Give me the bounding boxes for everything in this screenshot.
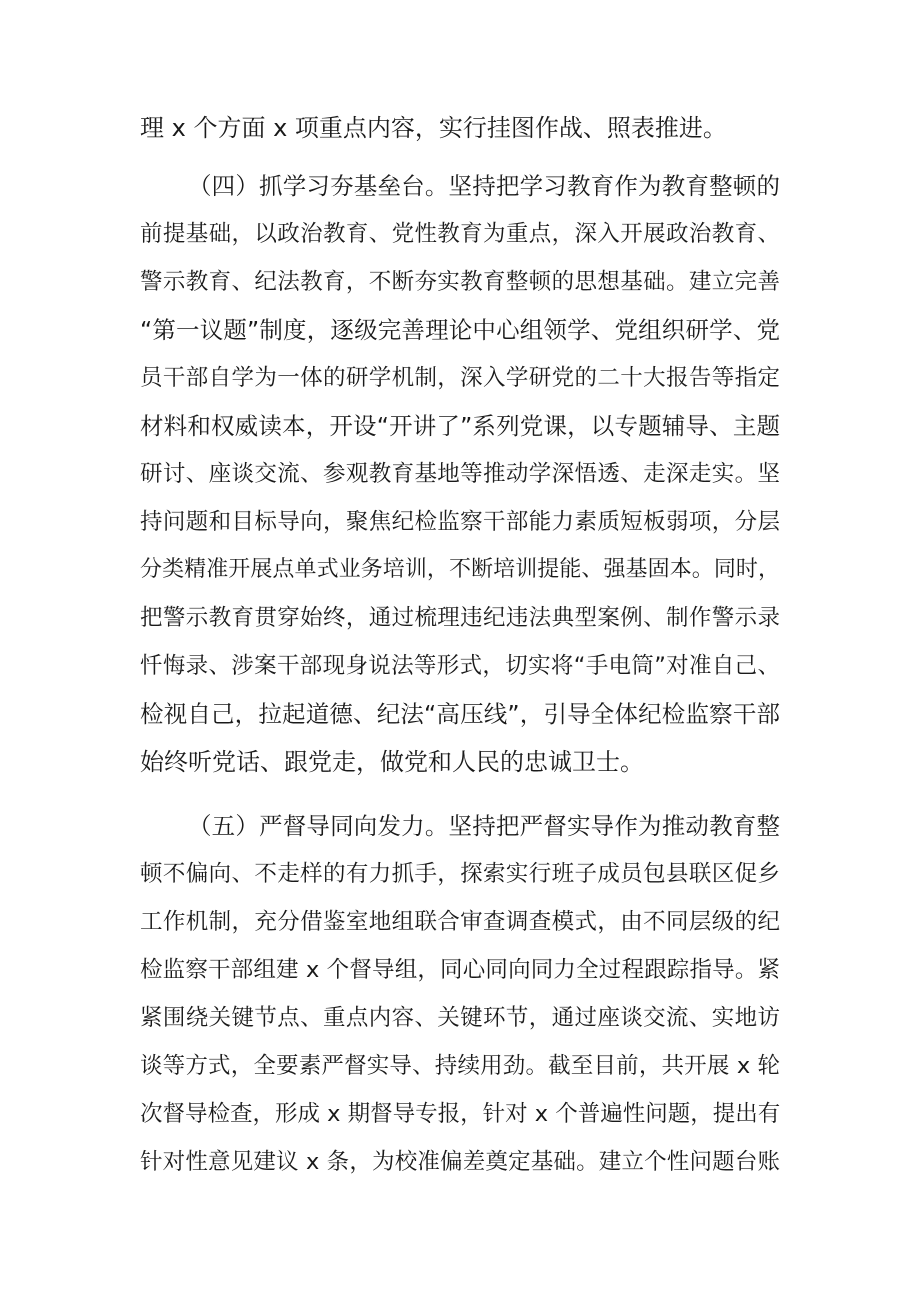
section-four-line-7: 研讨、座谈交流、参观教育基地等推动学深悟透、走深走实。坚 — [140, 461, 780, 487]
section-four-line-6: 材料和权威读本，开设“开讲了”系列党课，以专题辅导、主题 — [140, 412, 780, 440]
section-five-line-5: 紧围绕关键节点、重点内容、关键环节，通过座谈交流、实地访 — [140, 1005, 780, 1031]
paragraph-intro-line-1: 理 x 个方面 x 项重点内容，实行挂图作战、照表推进。 — [140, 114, 727, 142]
section-five-line-3: 工作机制，充分借鉴室地组联合审查调查模式，由不同层级的纪 — [140, 909, 780, 935]
section-five-line-7: 次督导检查，形成 x 期督导专报，针对 x 个普遍性问题，提出有 — [140, 1101, 781, 1127]
section-four-line-2: 前提基础，以政治教育、党性教育为重点，深入开展政治教育、 — [140, 221, 780, 247]
section-five-line-2: 顿不偏向、不走样的有力抓手，探索实行班子成员包县联区促乡 — [140, 861, 780, 887]
section-four-line-13: 始终听党话、跟党走，做党和人民的忠诚卫士。 — [140, 748, 644, 776]
section-five-line-8: 针对性意见建议 x 条，为校准偏差奠定基础。建立个性问题台账 — [140, 1149, 780, 1175]
section-four-line-9: 分类精准开展点单式业务培训，不断培训提能、强基固本。同时， — [140, 557, 780, 582]
section-four-line-8: 持问题和目标导向，聚焦纪检监察干部能力素质短板弱项，分层 — [140, 509, 780, 535]
section-four-line-5: 员干部自学为一体的研学机制，深入学研党的二十大报告等指定 — [140, 365, 780, 391]
section-four-line-4: “第一议题”制度，逐级完善理论中心组领学、党组织研学、党 — [140, 316, 780, 344]
section-five-line-6: 谈等方式，全要素严督实导、持续用劲。截至目前，共开展 x 轮 — [140, 1053, 780, 1079]
section-four-line-3: 警示教育、纪法教育，不断夯实教育整顿的思想基础。建立完善 — [140, 269, 780, 295]
section-four-heading-line: （四）抓学习夯基垒台。坚持把学习教育作为教育整顿的 — [188, 172, 780, 200]
section-four-line-10: 把警示教育贯穿始终，通过梳理违纪违法典型案例、制作警示录 — [140, 605, 780, 631]
section-five-heading-line: （五）严督导同向发力。坚持把严督实导作为推动教育整 — [188, 812, 780, 840]
section-four-line-12: 检视自己，拉起道德、纪法“高压线”，引导全体纪检监察干部 — [140, 700, 780, 728]
section-four-line-11: 忏悔录、涉案干部现身说法等形式，切实将“手电筒”对准自己、 — [140, 653, 780, 679]
section-five-line-4: 检监察干部组建 x 个督导组，同心同向同力全过程跟踪指导。紧 — [140, 957, 780, 983]
